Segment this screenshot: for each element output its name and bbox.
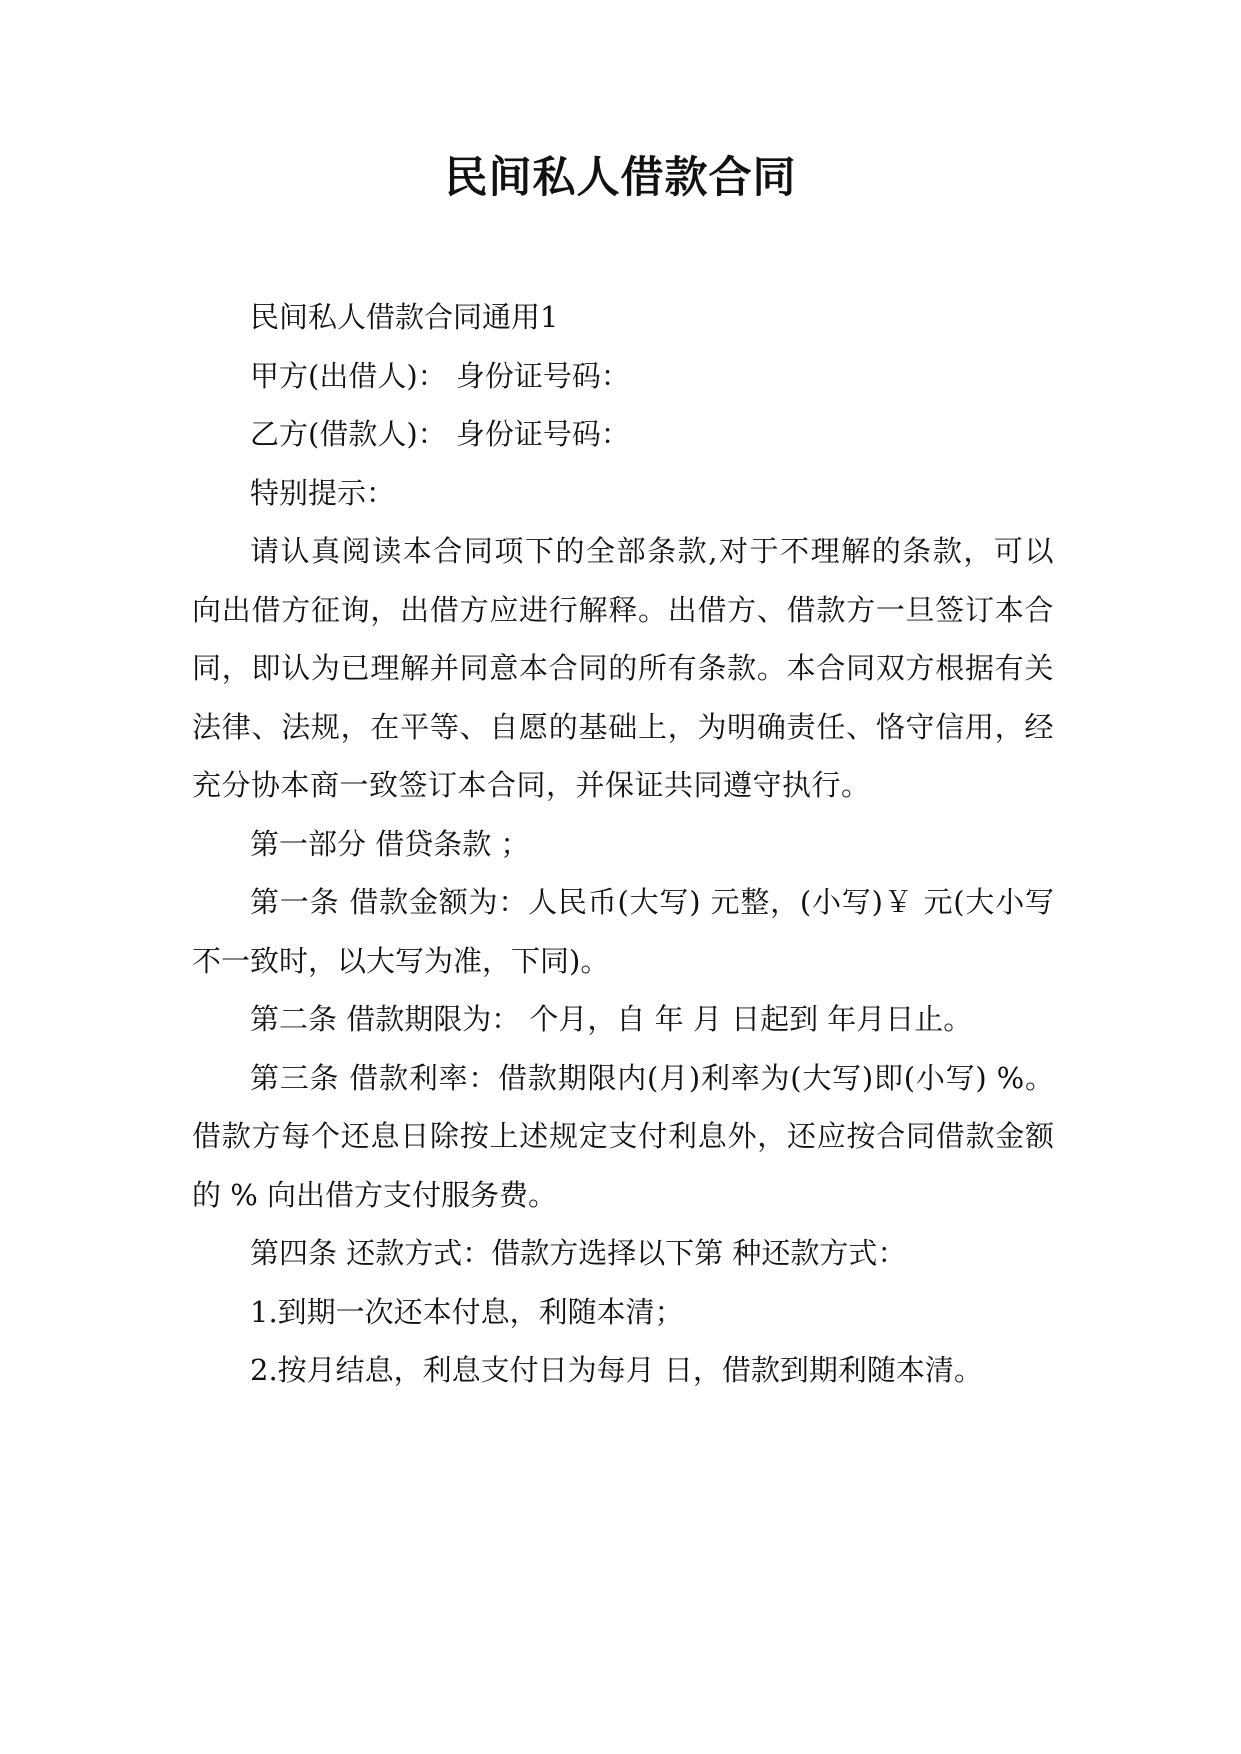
paragraph-article-four: 第四条 还款方式：借款方选择以下第 种还款方式： [250,1236,907,1270]
paragraph-article-two: 第二条 借款期限为： 个月，自 年 月 日起到 年月日止。 [250,1002,973,1036]
paragraph-repayment-option-2: 2.按月结息，利息支付日为每月 日，借款到期利随本清。 [250,1353,983,1387]
paragraph-party-a: 甲方(出借人)： 身份证号码： [250,358,630,393]
paragraph-party-b: 乙方(借款人)： 身份证号码： [250,417,630,451]
paragraph-article-three: 第三条 借款利率：借款期限内(月)利率为(大写)即(小写) %。 借款方每个还息日除按上述规定支付利息外，还应按合同借款金额的 % 向出借方支付服务费。 [192,1060,1054,1212]
paragraph-repayment-option-1: 1.到期一次还本付息，利随本清； [250,1294,684,1329]
paragraph-subtitle: 民间私人借款合同通用1 [250,300,559,334]
document-title: 民间私人借款合同 [444,153,797,203]
paragraph-special-notice-heading: 特别提示： [250,475,396,510]
paragraph-part-one-heading: 第一部分 借贷条款 ； [250,826,530,861]
document-body [192,288,1054,1400]
paragraph-article-one: 第一条 借款金额为：人民币(大写) 元整，(小写)￥ 元(大小写不一致时，以大写为准，下同)。 [192,885,1054,978]
paragraph-special-notice-body: 请认真阅读本合同项下的全部条款,对于不理解的条款，可以向出借方征询，出借方应进行解释。出借方、借款方一旦签订本合同，即认为已理解并同意本合同的所有条款。本合同双方根据有关法律、法规，在平等、自愿的基础上，为明确责任、恪守信用，经充分协本商一致签订本合同，并保证共同遵守执行。 [192,534,1054,802]
